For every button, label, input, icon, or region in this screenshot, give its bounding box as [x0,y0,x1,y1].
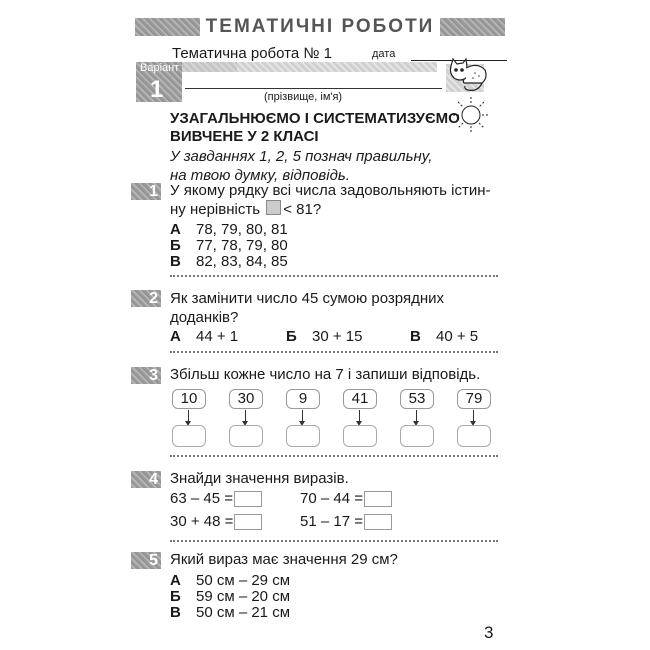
option-letter: В [170,604,181,621]
task-1-question [170,181,490,219]
cat-icon [448,56,490,98]
answer-box[interactable] [234,491,262,507]
option-text: 77, 78, 79, 80 [196,237,288,254]
task-number-1: 1 [131,183,161,200]
task-1-question-line1: У якому рядку всі числа задовольняють істин- [170,182,491,199]
section-heading [170,110,460,146]
task-3-number-box: 9 [286,389,320,409]
task-1-option-c[interactable] [170,253,288,270]
option-text: 44 + 1 [196,328,239,345]
option-letter: В [170,253,181,270]
task-5-option-b[interactable] [170,588,290,605]
answer-line-1 [170,275,498,277]
header-band-right [440,18,505,36]
variant-band [182,62,237,72]
instructions-line1: У завданнях 1, 2, 5 познач правильну, [170,148,433,165]
task-3-answer-box[interactable] [400,425,434,447]
task-2-question-line2: доданків? [170,309,239,326]
option-text: 40 + 5 [436,328,479,345]
option-letter: Б [286,328,297,345]
page-number: 3 [484,623,494,642]
task-4-expression-4 [300,513,392,530]
answer-box[interactable] [364,491,392,507]
expression-text: 63 – 45 = [170,490,233,507]
task-2-option-a[interactable] [170,328,238,345]
answer-box[interactable] [234,514,262,530]
arrow-down-icon [359,410,360,422]
header-title: ТЕМАТИЧНІ РОБОТИ [205,16,435,37]
header-bar [135,16,505,38]
task-number-3: 3 [131,367,161,384]
variant-label: Варіант [140,62,180,74]
task-4-expression-1 [170,490,262,507]
instructions [170,147,432,185]
instructions-line2: на твою думку, відповідь. [170,167,350,184]
arrow-down-icon [473,410,474,422]
task-1-question-suffix: < 81? [283,201,322,218]
task-3-number-box: 79 [457,389,491,409]
task-3-number-box: 41 [343,389,377,409]
task-number-5: 5 [131,552,161,569]
section-heading-line1: УЗАГАЛЬНЮЄМО І СИСТЕМАТИЗУЄМО [170,110,460,127]
expression-text: 30 + 48 = [170,513,234,530]
task-2-question-line1: Як замінити число 45 сумою розрядних [170,290,444,307]
answer-line-4 [170,540,498,542]
task-4-expression-3 [170,513,262,530]
task-4-expression-2 [300,490,392,507]
answer-box[interactable] [364,514,392,530]
name-hint: (прізвище, ім'я) [264,91,343,103]
task-3-answer-box[interactable] [457,425,491,447]
work-title: Тематична робота № 1 [172,45,332,62]
task-5-option-c[interactable] [170,604,290,621]
option-text: 59 см – 20 см [196,588,291,605]
task-3-answer-box[interactable] [286,425,320,447]
option-letter: А [170,221,181,238]
header-band-left [135,18,200,36]
task-3-answer-box[interactable] [172,425,206,447]
task-2-option-c[interactable] [410,328,478,345]
arrow-down-icon [245,410,246,422]
task-5-option-a[interactable] [170,572,290,589]
option-letter: Б [170,237,181,254]
task-number-2: 2 [131,290,161,307]
section-heading-line2: ВИВЧЕНЕ У 2 КЛАСІ [170,128,319,145]
blank-square-icon [266,200,281,215]
variant-number: 1 [150,76,164,103]
variant-badge [136,62,182,102]
date-label: дата [372,48,396,60]
option-letter: А [170,328,181,345]
task-3-number-box: 30 [229,389,263,409]
option-text: 50 см – 21 см [196,604,291,621]
variant-band-light [237,62,437,72]
task-3-number-box: 53 [400,389,434,409]
task-number-4: 4 [131,471,161,488]
task-1-option-b[interactable] [170,237,288,254]
arrow-down-icon [302,410,303,422]
option-text: 78, 79, 80, 81 [196,221,288,238]
task-3-answer-box[interactable] [229,425,263,447]
name-field[interactable] [185,88,442,89]
task-1-question-line2 [170,200,490,219]
task-3-question: Збільш кожне число на 7 і запиши відповідь. [170,366,481,383]
task-3-number-box: 10 [172,389,206,409]
task-2-question [170,289,444,327]
task-3-answer-box[interactable] [343,425,377,447]
arrow-down-icon [416,410,417,422]
option-letter: В [410,328,421,345]
expression-text: 70 – 44 = [300,490,363,507]
option-letter: Б [170,588,181,605]
answer-line-2 [170,351,498,353]
option-text: 50 см – 29 см [196,572,291,589]
task-5-question: Який вираз має значення 29 см? [170,551,398,568]
answer-line-3 [170,455,498,457]
option-text: 30 + 15 [312,328,363,345]
expression-text: 51 – 17 = [300,513,363,530]
option-letter: А [170,572,181,589]
task-2-option-b[interactable] [286,328,362,345]
task-1-question-prefix: ну нерівність [170,201,261,218]
task-1-option-a[interactable] [170,221,288,238]
task-4-question: Знайди значення виразів. [170,470,349,487]
option-text: 82, 83, 84, 85 [196,253,288,270]
arrow-down-icon [188,410,189,422]
